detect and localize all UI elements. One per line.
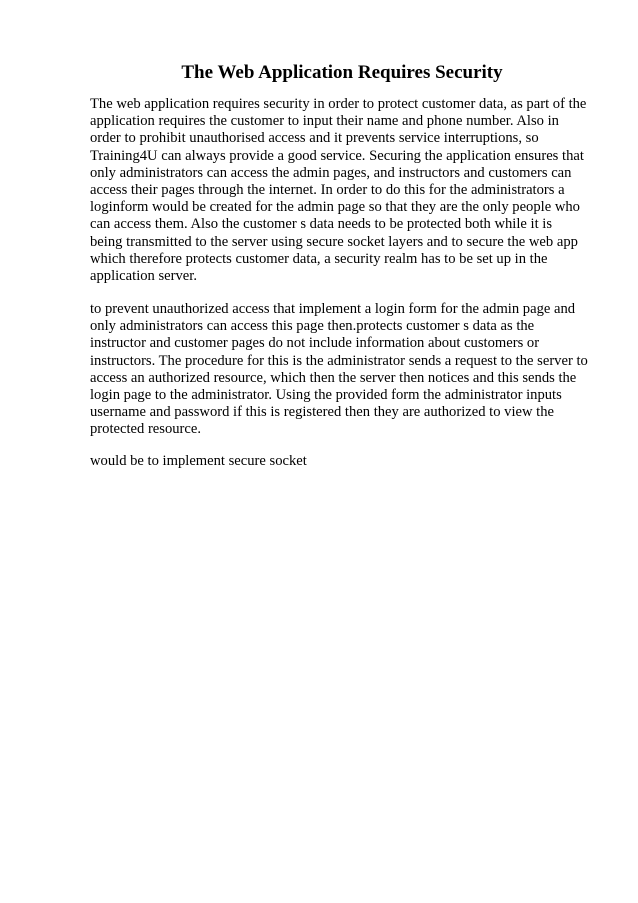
paragraph-line: which therefore protects customer data, a security realm has to be set up in the: [90, 250, 548, 267]
paragraph-line: application server.: [90, 268, 197, 285]
paragraph-line: application requires the customer to input their name and phone number. Also in: [90, 113, 559, 130]
paragraph-line: access an authorized resource, which then the server then notices and this sends the: [90, 369, 577, 386]
paragraph-line: The web application requires security in order to protect customer data, as part of the: [90, 96, 587, 112]
paragraph-line: instructors. The procedure for this is the administrator sends a request to the server to: [90, 352, 588, 369]
paragraph-line: protected resource.: [90, 421, 202, 438]
paragraph-line: loginform would be created for the admin page so that they are the only people who: [90, 199, 580, 216]
paragraph-line: username and password if this is registered then they are authorized to view the: [90, 404, 555, 421]
paragraph-line: access their pages through the internet. In order to do this for the administrators a: [90, 182, 565, 199]
paragraph-line: can access them. Also the customer s data needs to be protected both while it is: [90, 216, 553, 233]
paragraph-1: [90, 96, 595, 285]
paragraph-line: to prevent unauthorized access that implement a login form for the admin page and: [90, 301, 576, 317]
paragraph-line: instructor and customer pages do not include information about customers or: [90, 335, 540, 352]
paragraph-3: [90, 453, 595, 470]
paragraph-line: order to prohibit unauthorised access and it prevents service interruptions, so: [90, 130, 539, 147]
paragraph-line: login page to the administrator. Using the provided form the administrator inputs: [90, 387, 562, 404]
paragraph-line: only administrators can access the admin pages, and instructors and customers can: [90, 164, 572, 181]
paragraph-line: being transmitted to the server using secure socket layers and to secure the web app: [90, 233, 578, 250]
paragraph-line: Training4U can always provide a good service. Securing the application ensures that: [90, 147, 584, 164]
paragraph-line: would be to implement secure socket: [90, 453, 307, 469]
paragraph-2: [90, 301, 595, 439]
document-title: The Web Application Requires Security: [181, 62, 503, 83]
paragraph-line: only administrators can access this page then.protects customer s data as the: [90, 318, 535, 335]
